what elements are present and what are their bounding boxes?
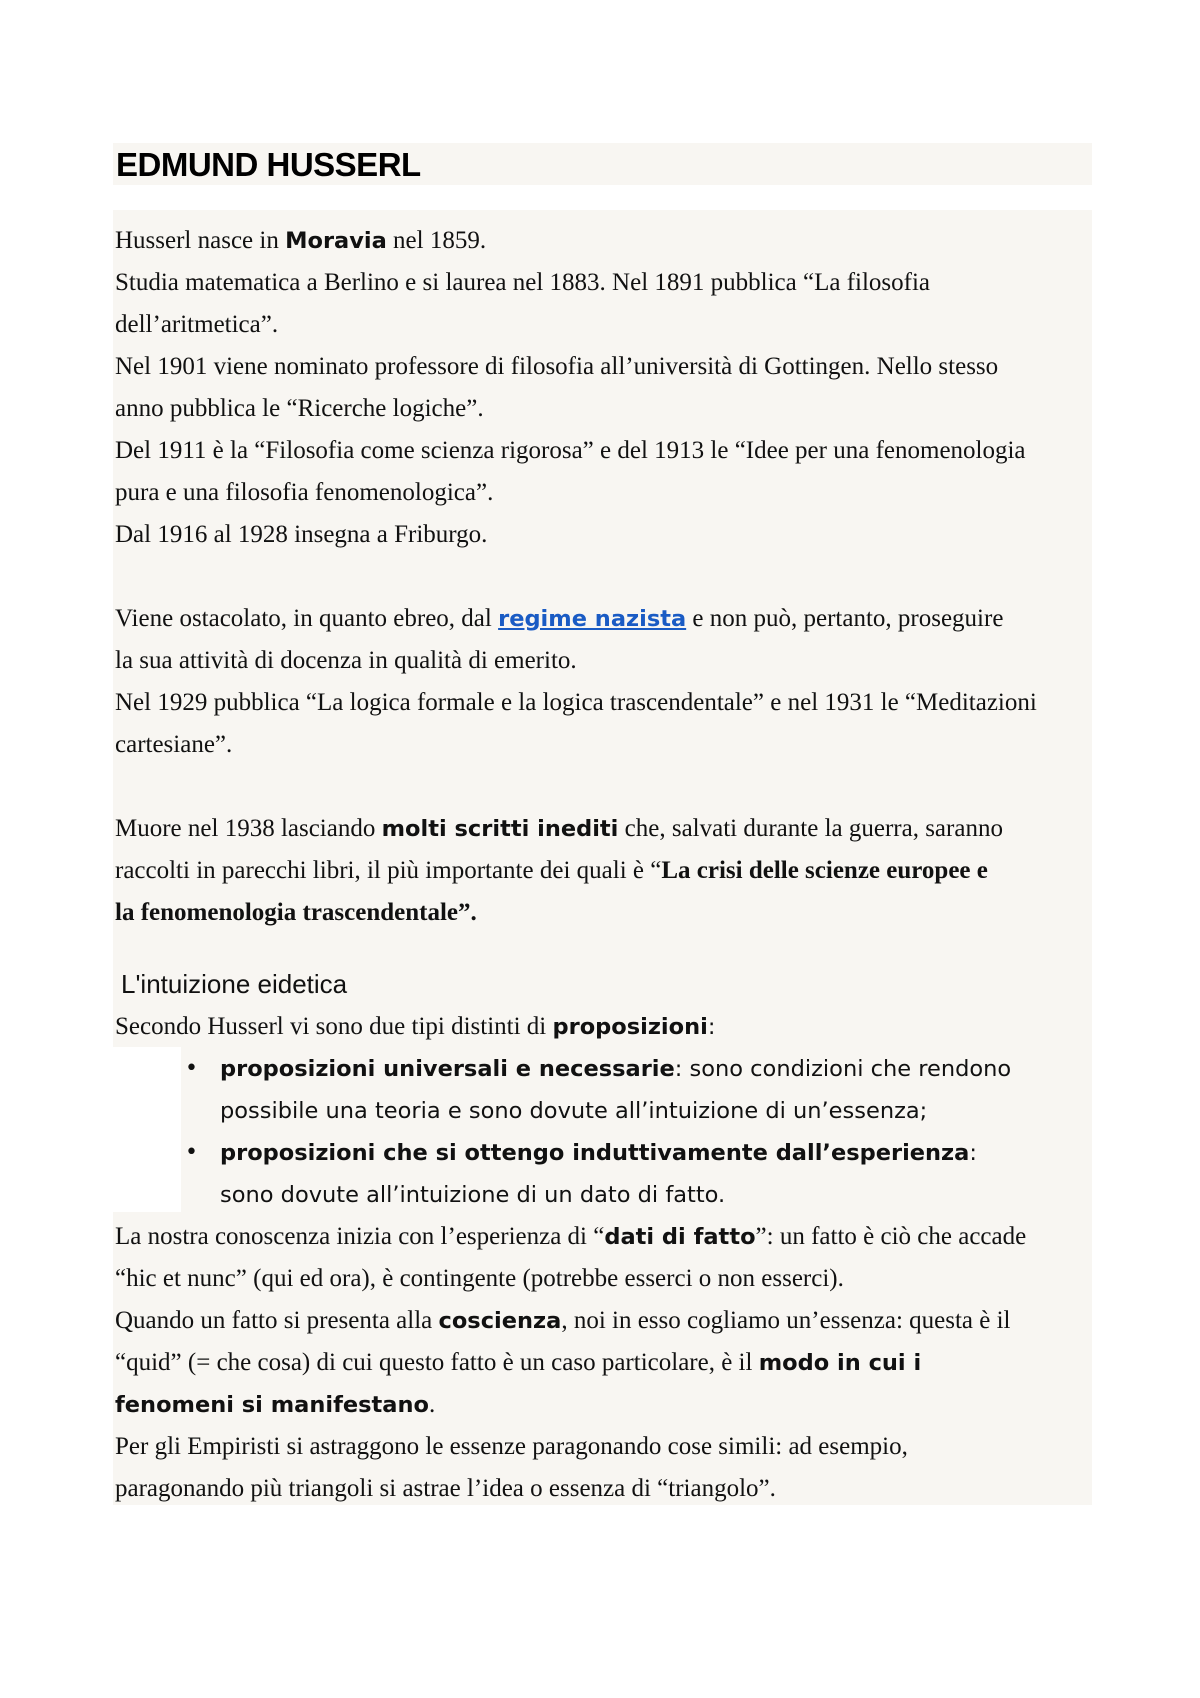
document-title: EDMUND HUSSERL (116, 146, 421, 183)
text: nel 1859. (386, 227, 487, 254)
bullet-icon: • (185, 1056, 198, 1081)
text-line (115, 1216, 1095, 1258)
text-line (115, 1300, 1095, 1342)
text-line (115, 262, 1095, 304)
text: e non può, pertanto, proseguire (686, 605, 1004, 632)
text: L'intuizione eidetica (121, 969, 348, 999)
text-line (115, 514, 1095, 556)
section-heading (115, 962, 1095, 1006)
text-line (115, 892, 1095, 934)
text-line (115, 1384, 1095, 1426)
text-line (115, 640, 1095, 682)
text-line (115, 850, 1095, 892)
text: Dal 1916 al 1928 insegna a Friburgo. (115, 521, 488, 548)
bold-text: La crisi delle scienze europee e (661, 857, 988, 884)
text-line (115, 1258, 1095, 1300)
text: Per gli Empiristi si astraggono le essenze paragonando cose simili: ad esempio, (115, 1433, 908, 1460)
text: Muore nel 1938 lasciando (115, 815, 382, 842)
text-line (115, 724, 1095, 766)
text-line (115, 1342, 1095, 1384)
text: pura e una filosofia fenomenologica”. (115, 479, 494, 506)
text-line (115, 430, 1095, 472)
bold-text: dati di fatto (604, 1224, 756, 1250)
bold-text: proposizioni (552, 1014, 708, 1040)
bold-text: molti scritti inediti (381, 816, 619, 842)
text: : (969, 1140, 977, 1166)
text: . (428, 1391, 436, 1418)
document-body (115, 220, 1095, 1510)
text: possibile una teoria e sono dovute all’intuizione di un’essenza; (220, 1098, 928, 1124)
text: Husserl nasce in (115, 227, 286, 254)
text: sono dovute all’intuizione di un dato di fatto. (220, 1182, 726, 1208)
text-line (115, 388, 1095, 430)
bold-text: proposizioni che si ottengo induttivamente dall’esperienza (220, 1140, 970, 1166)
text: La nostra conoscenza inizia con l’esperienza di “ (115, 1223, 605, 1250)
text: anno pubblica le “Ricerche logiche”. (115, 395, 484, 422)
bold-text: fenomeni si manifestano (115, 1392, 429, 1418)
text: : (707, 1014, 716, 1040)
text: cartesiane”. (115, 731, 233, 758)
text-line (115, 682, 1095, 724)
text-line (115, 1006, 1095, 1048)
text: “quid” (= che cosa) di cui questo fatto è un caso particolare, è il (115, 1349, 759, 1376)
bold-text: coscienza (438, 1308, 562, 1334)
text: : sono condizioni che rendono (674, 1056, 1012, 1082)
bold-text: proposizioni universali e necessarie (220, 1056, 675, 1082)
blank-line (115, 556, 1095, 598)
blank-line (115, 766, 1095, 808)
bold-text: modo in cui i (758, 1350, 922, 1376)
list-item-line (115, 1132, 1095, 1174)
text-line (115, 220, 1095, 262)
text-line (115, 472, 1095, 514)
text: ”: un fatto è ciò che accade (755, 1223, 1027, 1250)
text: Del 1911 è la “Filosofia come scienza rigorosa” e del 1913 le “Idee per una fenomenologia (115, 437, 1026, 464)
text: raccolti in parecchi libri, il più importante dei quali è “ (115, 857, 662, 884)
text: paragonando più triangoli si astrae l’idea o essenza di “triangolo”. (115, 1475, 776, 1502)
text: Quando un fatto si presenta alla (115, 1307, 439, 1334)
text: che, salvati durante la guerra, saranno (618, 815, 1003, 842)
text: , noi in esso cogliamo un’essenza: questa è il (561, 1307, 1011, 1334)
text: “hic et nunc” (qui ed ora), è contingente (potrebbe esserci o non esserci). (115, 1265, 844, 1292)
text: la sua attività di docenza in qualità di emerito. (115, 647, 577, 674)
list-item-line (115, 1090, 1095, 1132)
text-line (115, 304, 1095, 346)
text: Nel 1929 pubblica “La logica formale e la logica trascendentale” e nel 1931 le “Meditazioni (115, 689, 1037, 716)
text-line (115, 808, 1095, 850)
list-item-line (115, 1174, 1095, 1216)
text-line (115, 1426, 1095, 1468)
text: Viene ostacolato, in quanto ebreo, dal (115, 605, 499, 632)
link[interactable]: regime nazista (498, 606, 687, 632)
text-line (115, 598, 1095, 640)
bold-text: la fenomenologia trascendentale”. (115, 899, 477, 926)
text: dell’aritmetica”. (115, 311, 279, 338)
bold-text: Moravia (285, 228, 387, 254)
list-item-line (115, 1048, 1095, 1090)
bullet-icon: • (185, 1140, 198, 1165)
text: Studia matematica a Berlino e si laurea nel 1883. Nel 1891 pubblica “La filosofia (115, 269, 931, 296)
text-line (115, 346, 1095, 388)
text: Secondo Husserl vi sono due tipi distinti di (115, 1013, 553, 1040)
text-line (115, 1468, 1095, 1510)
text: Nel 1901 viene nominato professore di filosofia all’università di Gottingen. Nello stesso (115, 353, 999, 380)
